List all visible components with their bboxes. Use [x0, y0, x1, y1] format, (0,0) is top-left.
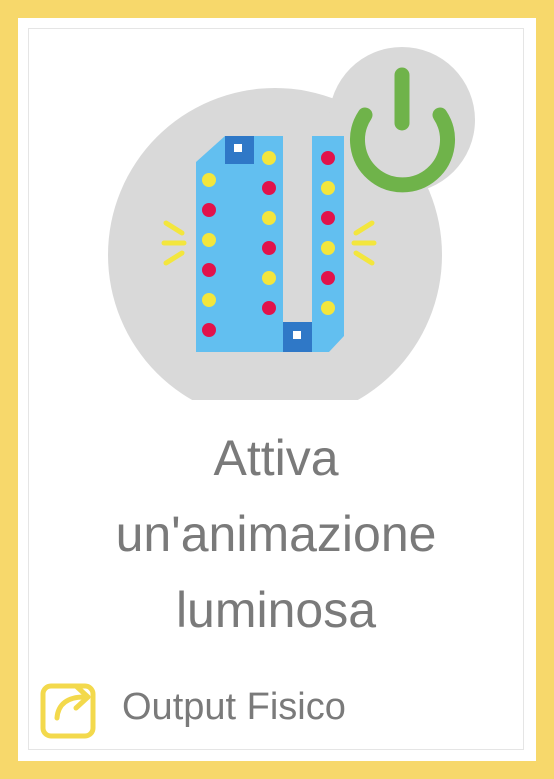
led-yellow [202, 173, 216, 187]
led-red [262, 241, 276, 255]
led-strip-illustration [100, 40, 480, 400]
led-red [321, 211, 335, 225]
led-red [262, 181, 276, 195]
strip-connector-top-pin [234, 144, 242, 152]
led-red [321, 271, 335, 285]
led-yellow [262, 211, 276, 225]
led-red [202, 323, 216, 337]
led-red [202, 263, 216, 277]
title-line-3: luminosa [175, 582, 377, 638]
led-yellow [321, 241, 335, 255]
card-footer [38, 672, 346, 742]
led-red [262, 301, 276, 315]
share-export-icon [38, 673, 106, 741]
footer-label: Output Fisico [122, 686, 346, 728]
led-yellow [321, 301, 335, 315]
title-line-2: un'animazione [115, 506, 437, 562]
card-title [28, 420, 524, 648]
led-yellow [321, 181, 335, 195]
strip-connector-bottom-pin [293, 331, 301, 339]
led-yellow [262, 151, 276, 165]
led-yellow [202, 233, 216, 247]
title-line-1: Attiva [213, 430, 339, 486]
led-red [321, 151, 335, 165]
led-red [202, 203, 216, 217]
led-yellow [202, 293, 216, 307]
power-badge [329, 47, 475, 193]
led-yellow [262, 271, 276, 285]
